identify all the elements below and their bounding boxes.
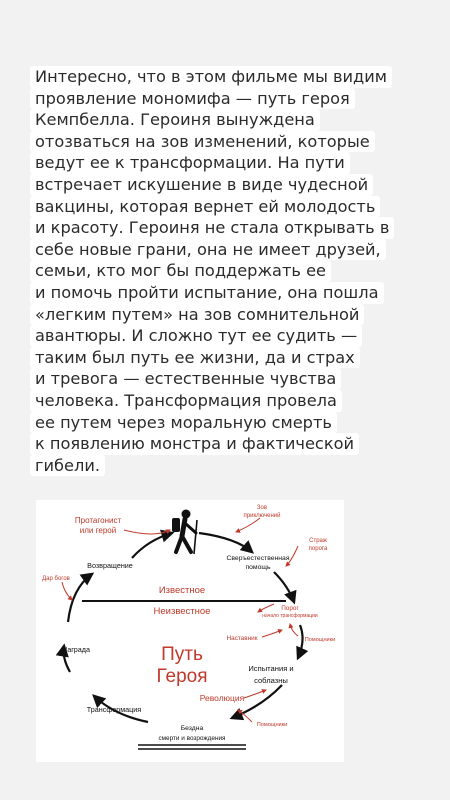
pointer-arrow: [290, 624, 298, 636]
story-line: авантюры. И сложно тут ее судить —: [30, 325, 362, 347]
cycle-arc-left-upper: [68, 574, 92, 622]
story-line: и красоту. Героиня не стала открывать в: [30, 217, 394, 239]
story-line: человека. Трансформация провела: [30, 390, 342, 412]
reward-label: Награда: [62, 645, 90, 654]
pointer-arrow: [62, 582, 72, 600]
transformation-label: Трансформация: [86, 705, 142, 714]
story-line: и помочь пройти испытание, она пошла: [30, 282, 384, 304]
story-line: таким был путь ее жизни, да и страх: [30, 347, 360, 369]
story-line: «легким путем» на зов сомнительной: [30, 304, 364, 326]
guardian-label: порога: [308, 546, 328, 552]
abyss-label: Бездна: [180, 725, 204, 732]
gifts-label: Дар богов: [42, 576, 70, 582]
supernatural-aid-label: помощь: [245, 564, 271, 571]
revolution-label: Революция: [199, 693, 245, 703]
assistants-label: Помощники: [256, 722, 288, 728]
hiker-icon: [172, 510, 197, 555]
story-line: Кемпбелла. Героиня вынуждена: [30, 109, 320, 131]
story-line: себе новые грани, она не имеет друзей,: [30, 239, 386, 261]
abyss-label: смерти и возрождения: [158, 735, 226, 742]
supernatural-aid-label: Сверъестественная: [226, 555, 290, 562]
cycle-arc-top-right: [199, 533, 252, 552]
story-line: и тревога — естественные чувства: [30, 368, 341, 390]
diagram-title: Героя: [156, 666, 208, 687]
diagram-title: Путь: [161, 644, 203, 665]
return-label: Возвращение: [87, 561, 133, 570]
helpers-label: Помощники: [304, 637, 336, 643]
story-line: отозваться на зов изменений, которые: [30, 131, 375, 153]
pointer-arrow: [124, 530, 170, 534]
diagram-svg: [36, 500, 344, 762]
story-line: ведут ее к трансформации. На пути: [30, 152, 350, 174]
pointer-arrow: [258, 604, 274, 612]
guardian-label: Страж: [309, 538, 327, 544]
story-line: к появлению монстра и фактической: [30, 433, 359, 455]
threshold-label: Порог: [281, 605, 299, 612]
pointer-arrow: [244, 690, 266, 698]
pointer-arrow: [236, 518, 260, 532]
known-label: Известное: [158, 585, 206, 596]
story-line: проявление мономифа — путь героя: [30, 88, 355, 110]
cycle-arc-right-upper: [274, 572, 294, 602]
story-line: встречает искушение в виде чудесной: [30, 174, 373, 196]
pointer-arrow: [262, 630, 282, 637]
story-line: семьи, кто мог бы поддержать ее: [30, 260, 331, 282]
hero-journey-diagram: [36, 500, 344, 762]
cycle-arc-top-left: [132, 533, 172, 558]
story-text: [30, 66, 422, 476]
story-line: ее путем через моральную смерть: [30, 412, 337, 434]
story-line: Интересно, что в этом фильме мы видим: [30, 66, 392, 88]
call-label: Зов: [256, 505, 268, 511]
call-label: приключений: [243, 513, 281, 519]
story-line: гибели.: [30, 455, 105, 477]
cycle-arc-right-mid: [298, 625, 303, 658]
protagonist-label: или герой: [79, 526, 117, 535]
trials-label: Испытания и: [248, 664, 294, 673]
trials-label: соблазны: [254, 676, 288, 685]
protagonist-label: Протагонист: [74, 516, 122, 525]
unknown-label: Неизвестное: [153, 606, 211, 617]
story-line: вакцины, которая вернет ей молодость: [30, 196, 380, 218]
threshold-label: начало трансформации: [262, 613, 318, 619]
mentor-label: Наставник: [226, 635, 258, 642]
